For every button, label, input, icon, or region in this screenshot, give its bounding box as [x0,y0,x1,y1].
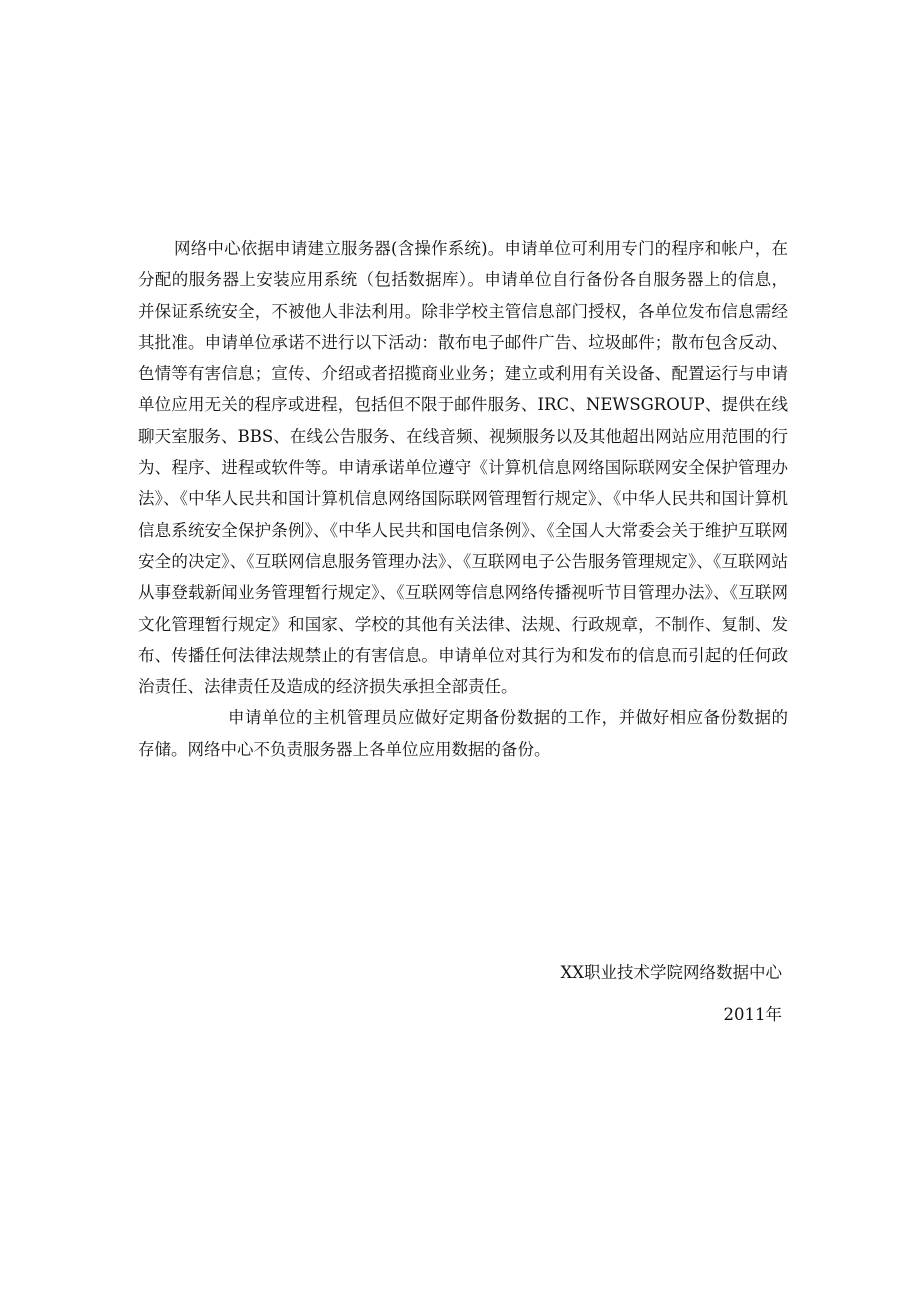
signature-organization: XX职业技术学院网络数据中心 [560,963,782,982]
document-body [138,233,788,765]
paragraph-backup-responsibility: 申请单位的主机管理员应做好定期备份数据的工作，并做好相应备份数据的存储。网络中心不负责服务器上各单位应用数据的备份。 [138,708,788,759]
paragraph-service-terms: 网络中心依据申请建立服务器(含操作系统)。申请单位可利用专门的程序和帐户，在分配的服务器上安装应用系统（包括数据库）。申请单位自行备份各自服务器上的信息，并保证系统安全，不被他人非法利用。除非学校主管信息部门授权，各单位发布信息需经其批准。申请单位承诺不进行以下活动：散布电子邮件广告、垃圾邮件；散布包含反动、色情等有害信息；宣传、介绍或者招揽商业业务；建立或利用有关设备、配置运行与申请单位应用无关的程序或进程，包括但不限于邮件服务、IRC、NEWSGROUP、提供在线聊天室服务、BBS、在线公告服务、在线音频、视频服务以及其他超出网站应用范围的行为、程序、进程或软件等。申请承诺单位遵守《计算机信息网络国际联网安全保护管理办法》、《中华人民共和国计算机信息网络国际联网管理暂行规定》、《中华人民共和国计算机信息系统安全保护条例》、《中华人民共和国电信条例》、《全国人大常委会关于维护互联网安全的决定》、《互联网信息服务管理办法》、《互联网电子公告服务管理规定》、《互联网站从事登载新闻业务管理暂行规定》、《互联网等信息网络传播视听节目管理办法》、《互联网文化管理暂行规定》和国家、学校的其他有关法律、法规、行政规章，不制作、复制、发布、传播任何法律法规禁止的有害信息。申请单位对其行为和发布的信息而引起的任何政治责任、法律责任及造成的经济损失承担全部责任。 [138,239,788,697]
signature-year: 2011年 [723,1005,782,1024]
